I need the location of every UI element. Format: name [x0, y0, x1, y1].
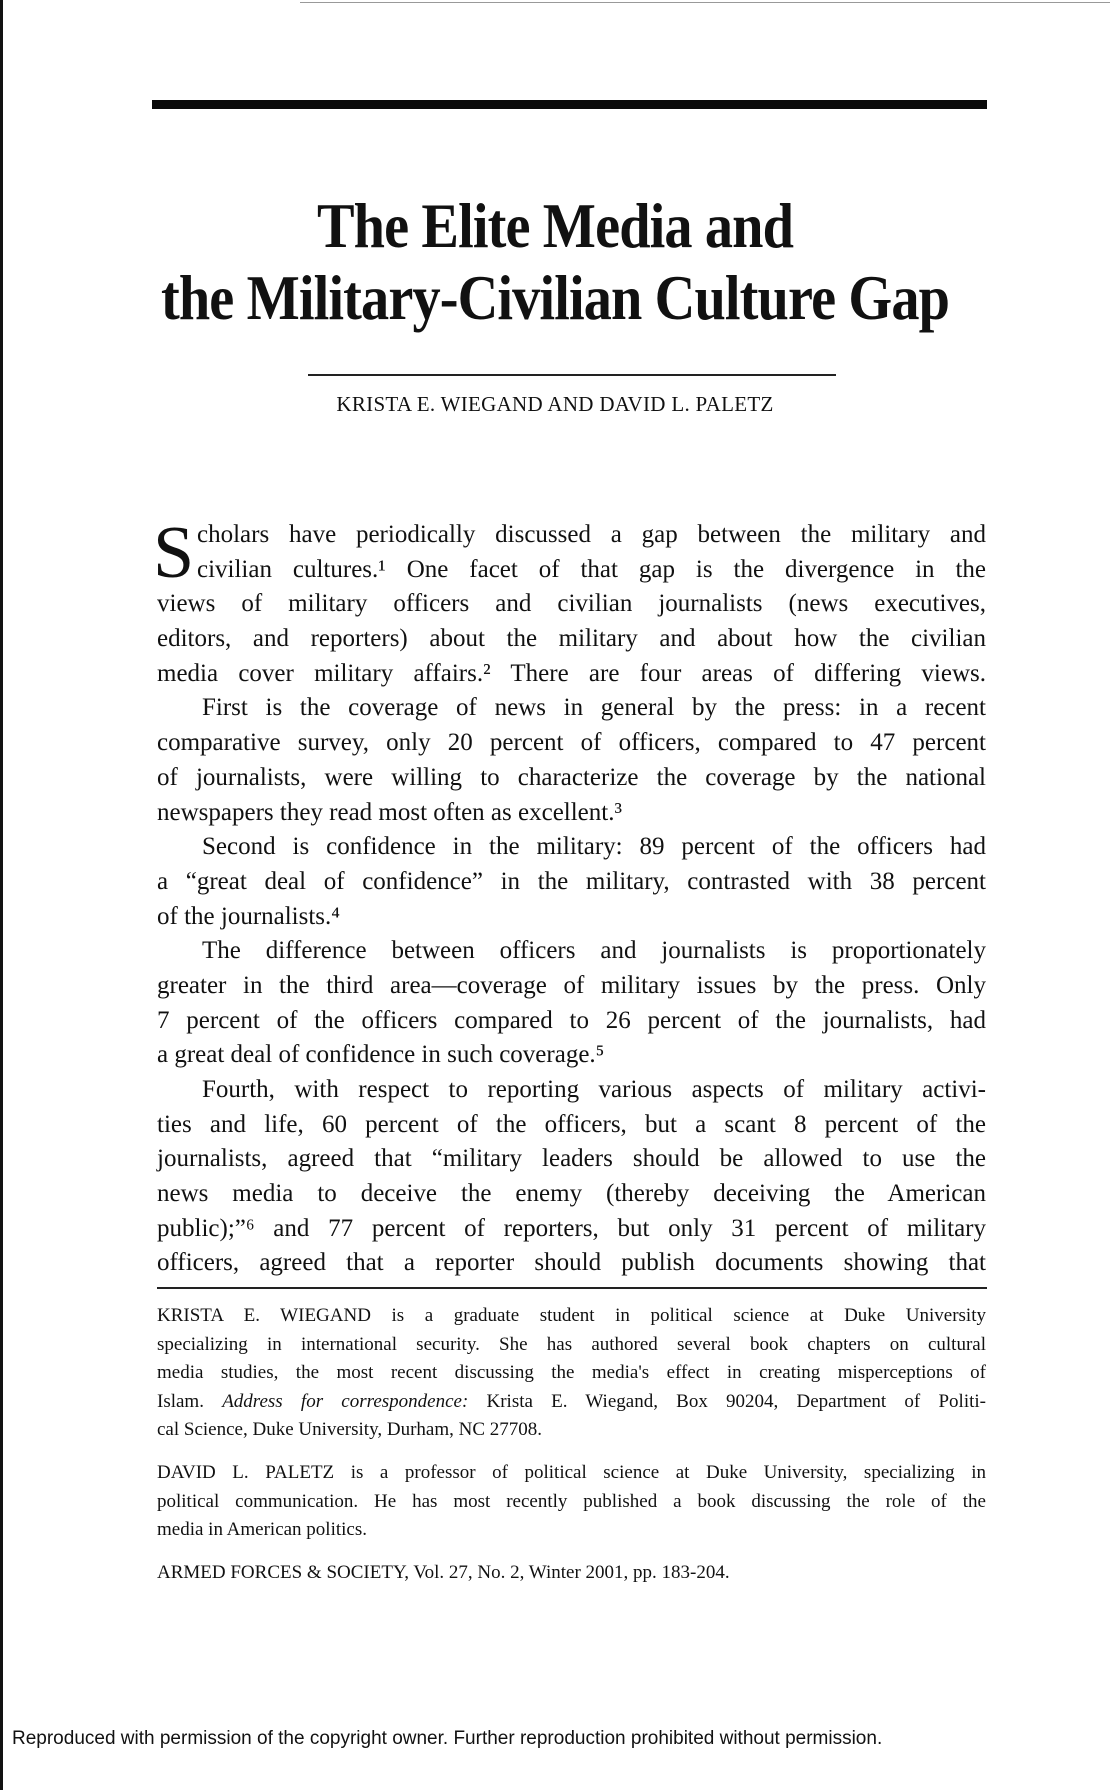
- body-line: 7 percent of the officers compared to 26 percent of the journalists, had: [157, 1006, 986, 1034]
- note-text: Islam.: [157, 1390, 204, 1412]
- body-line: a great deal of confidence in such coverage.⁵: [157, 1041, 605, 1069]
- header-rule: [152, 100, 987, 109]
- journal-citation: ARMED FORCES & SOCIETY, Vol. 27, No. 2, Winter 2001, pp. 183-204.: [157, 1561, 730, 1583]
- note-line: media in American politics.: [157, 1519, 368, 1541]
- body-line: public);”⁶ and 77 percent of reporters, but only 31 percent of military: [157, 1214, 986, 1242]
- drop-cap: S: [153, 512, 195, 594]
- note-line: [157, 1388, 986, 1417]
- body-line: newspapers they read most often as excellent.³: [157, 798, 622, 826]
- body-line: journalists, agreed that “military leaders should be allowed to use the: [157, 1145, 986, 1173]
- footnote-rule: [157, 1287, 987, 1289]
- body-line: The difference between officers and journalists is proportionately: [202, 937, 986, 965]
- note-line: media studies, the most recent discussing the media's effect in creating misperceptions of: [157, 1362, 986, 1384]
- body-line: views of military officers and civilian journalists (news executives,: [157, 590, 986, 618]
- body-line: of the journalists.⁴: [157, 902, 340, 930]
- title-line-2: the Military-Civilian Culture Gap: [160, 262, 950, 333]
- author-notes: [157, 1302, 986, 1587]
- body-line: Second is confidence in the military: 89 percent of the officers had: [202, 833, 986, 861]
- body-line: civilian cultures.¹ One facet of that gap is the divergence in the: [197, 555, 986, 583]
- body-line: greater in the third area—coverage of military issues by the press. Only: [157, 971, 986, 999]
- body-line: news media to deceive the enemy (thereby deceiving the American: [157, 1180, 986, 1208]
- body-line: cholars have periodically discussed a gap between the military and: [197, 521, 986, 548]
- body-text: [153, 512, 986, 1281]
- title-line-1: The Elite Media and: [316, 190, 794, 261]
- note-line: KRISTA E. WIEGAND is a graduate student in political science at Duke University: [157, 1305, 986, 1326]
- body-line: a “great deal of confidence” in the military, contrasted with 38 percent: [157, 867, 986, 895]
- note-line: specializing in international security. She has authored several book chapters on cultural: [157, 1333, 986, 1355]
- body-line: officers, agreed that a reporter should publish documents showing that: [157, 1249, 986, 1277]
- body-line: Fourth, with respect to reporting various aspects of military activi-: [202, 1076, 986, 1103]
- scan-edge-line: [300, 2, 1110, 3]
- body-line: comparative survey, only 20 percent of officers, compared to 47 percent: [157, 729, 986, 757]
- note-line: DAVID L. PALETZ is a professor of political science at Duke University, specializing in: [157, 1461, 986, 1483]
- body-line: editors, and reporters) about the military and about how the civilian: [157, 625, 986, 653]
- body-line: of journalists, were willing to characterize the coverage by the national: [157, 763, 986, 791]
- body-line: First is the coverage of news in general by the press: in a recent: [202, 694, 986, 722]
- note-line: cal Science, Duke University, Durham, NC 27708.: [157, 1419, 543, 1441]
- article-title: [0, 190, 1110, 334]
- author-rule: [308, 374, 836, 376]
- body-line: media cover military affairs.² There are four areas of differing views.: [157, 659, 986, 687]
- authors: KRISTA E. WIEGAND AND DAVID L. PALETZ: [336, 392, 774, 416]
- note-italic: Address for correspondence:: [222, 1390, 469, 1412]
- body-line: ties and life, 60 percent of the officers, but a scant 8 percent of the: [157, 1110, 986, 1138]
- note-line: political communication. He has most recently published a book discussing the role of the: [157, 1490, 986, 1512]
- note-text: Krista E. Wiegand, Box 90204, Department of Politi-: [486, 1390, 986, 1412]
- copyright-notice: Reproduced with permission of the copyright owner. Further reproduction prohibited without permission.: [12, 1728, 883, 1749]
